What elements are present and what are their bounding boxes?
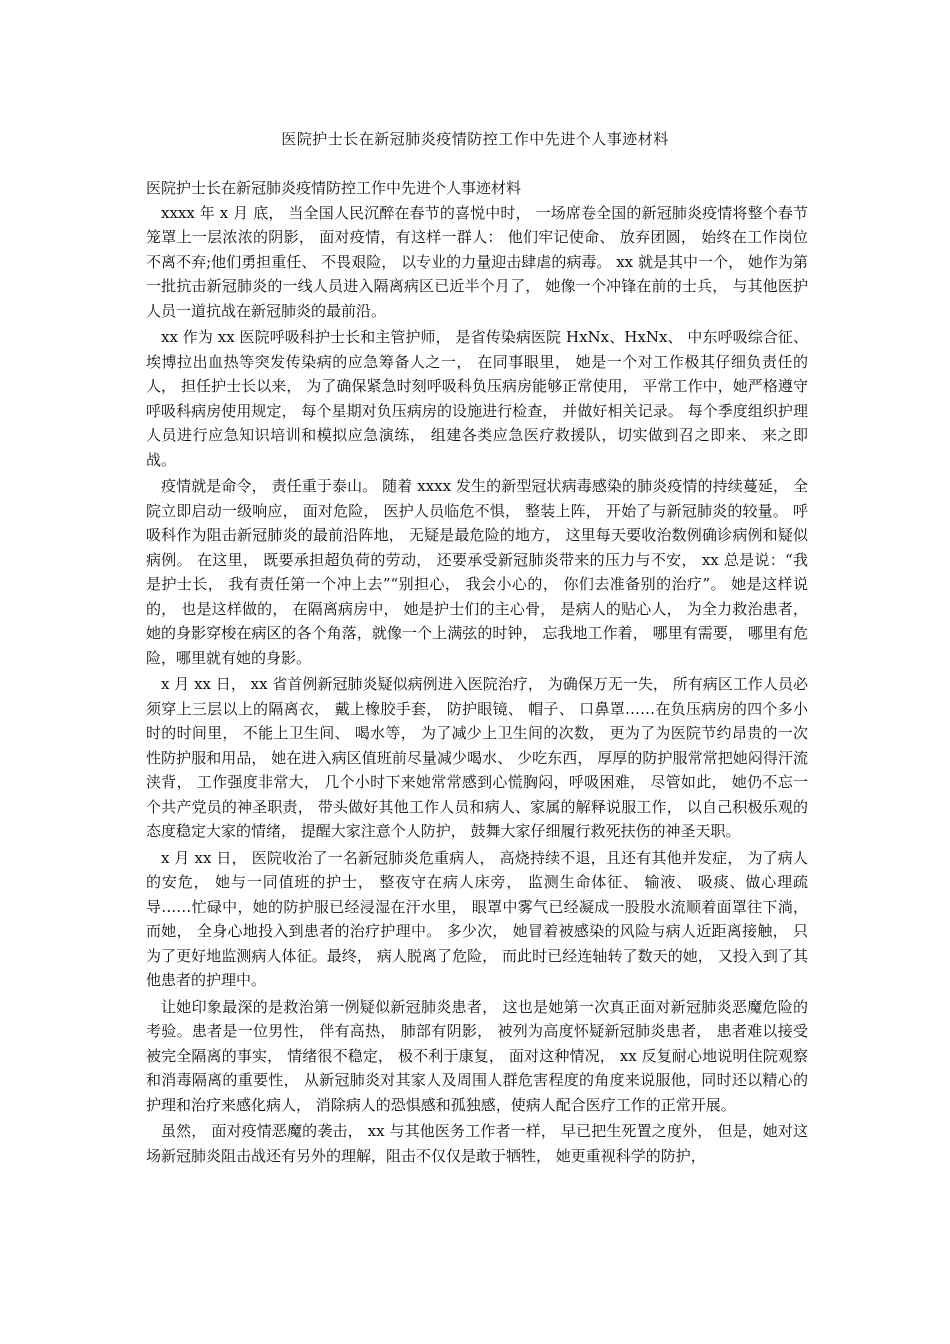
- paragraph-6: 让她印象最深的是救治第一例疑似新冠肺炎患者， 这也是她第一次真正面对新冠肺炎恶魔危险的考验。患者是一位男性， 伴有高热， 肺部有阴影， 被列为高度怀疑新冠肺炎患者， 患者难以接受被完全隔离的事实， 情绪很不稳定， 极不利于康复， 面对这种情况， xx 反复耐心地说明住院观察和消毒隔离的重要性， 从新冠肺炎对其家人及周围人群危害程度的角度来说服他，同时还以精心的护理和治疗来感化病人， 消除病人的恐惧感和孤独感，使病人配合医疗工作的正常开展。: [146, 997, 808, 1114]
- paragraph-5: x 月 xx 日， 医院收治了一名新冠肺炎危重病人， 高烧持续不退，且还有其他并发症， 为了病人的安危， 她与一同值班的护士， 整夜守在病人床旁， 监测生命体征、 输液、 吸痰、做心理疏导……忙碌中，她的防护服已经浸湿在汗水里， 眼罩中雾气已经凝成一股股水流顺着面罩往下淌， 而她， 全身心地投入到患者的治疗护理中。 多少次， 她冒着被感染的风险与病人近距离接触， 只为了更好地监测病人体征。最终， 病人脱离了危险， 而此时已经连轴转了数天的她， 又投入到了其他患者的护理中。: [146, 848, 808, 989]
- paragraph-1: xxxx 年 x 月 底， 当全国人民沉醉在春节的喜悦中时， 一场席卷全国的新冠肺炎疫情将整个春节笼罩上一层浓浓的阴影， 面对疫情，有这样一群人： 他们牢记使命、 放弃团圆， 始终在工作岗位不离不弃;他们勇担重任、 不畏艰险， 以专业的力量迎击肆虐的病毒。 xx 就是其中一个， 她作为第一批抗击新冠肺炎的一线人员进入隔离病区已近半个月了， 她像一个冲锋在前的士兵， 与其他医护人员一道抗战在新冠肺炎的最前沿。: [146, 203, 808, 320]
- document-title: 医院护士长在新冠肺炎疫情防控工作中先进个人事迹材料: [281, 130, 669, 148]
- paragraph-3: 疫情就是命令， 责任重于泰山。 随着 xxxx 发生的新型冠状病毒感染的肺炎疫情的持续蔓延， 全院立即启动一级响应， 面对危险， 医护人员临危不惧， 整装上阵， 开始了与新冠肺炎的较量。 呼吸科作为阻击新冠肺炎的最前沿阵地， 无疑是最危险的地方， 这里每天要收治数例确诊病例和疑似病例。 在这里， 既要承担超负荷的劳动， 还要承受新冠肺炎带来的压力与不安， xx 总是说：“我是护士长， 我有责任第一个冲上去”“别担心， 我会小心的， 你们去准备别的治疗”。 她是这样说的， 也是这样做的， 在隔离病房中， 她是护士们的主心骨， 是病人的贴心人， 为全力救治患者， 她的身影穿梭在病区的各个角落，就像一个上满弦的时钟， 忘我地工作着， 哪里有需要， 哪里有危险，哪里就有她的身影。: [146, 477, 808, 667]
- document-body: [146, 176, 808, 1170]
- paragraph-7: 虽然， 面对疫情恶魔的袭击， xx 与其他医务工作者一样， 早已把生死置之度外， 但是，她对这场新冠肺炎阻击战还有另外的理解，阻击不仅仅是敢于牺牲， 她更重视科学的防护，: [146, 1122, 808, 1165]
- paragraph-2: xx 作为 xx 医院呼吸科护士长和主管护师， 是省传染病医院 HxNx、HxNx、 中东呼吸综合征、 埃博拉出血热等突发传染病的应急筹备人之一， 在同事眼里， 她是一个对工作极其仔细负责任的人， 担任护士长以来， 为了确保紧急时刻呼吸科负压病房能够正常使用， 平常工作中，她严格遵守呼吸科病房使用规定， 每个星期对负压病房的设施进行检查， 并做好相关记录。 每个季度组织护理人员进行应急知识培训和模拟应急演练， 组建各类应急医疗救援队，切实做到召之即来、 来之即战。: [146, 328, 808, 469]
- paragraph-4: x 月 xx 日， xx 省首例新冠肺炎疑似病例进入医院治疗， 为确保万无一失， 所有病区工作人员必须穿上三层以上的隔离衣， 戴上橡胶手套， 防护眼镜、 帽子、 口鼻罩……在负压病房的四个多小时的时间里， 不能上卫生间、 喝水等， 为了减少上卫生间的次数， 更为了为医院节约昂贵的一次性防护服和用品， 她在进入病区值班前尽量减少喝水、 少吃东西， 厚厚的防护服常常把她闷得汗流浃背， 工作强度非常大， 几个小时下来她常常感到心慌胸闷，呼吸困难， 尽管如此， 她仍不忘一个共产党员的神圣职责， 带头做好其他工作人员和病人、家属的解释说服工作， 以自己积极乐观的态度稳定大家的情绪， 提醒大家注意个人防护， 鼓舞大家仔细履行救死扶伤的神圣天职。: [146, 675, 808, 840]
- document-subtitle: 医院护士长在新冠肺炎疫情防控工作中先进个人事迹材料: [146, 179, 522, 197]
